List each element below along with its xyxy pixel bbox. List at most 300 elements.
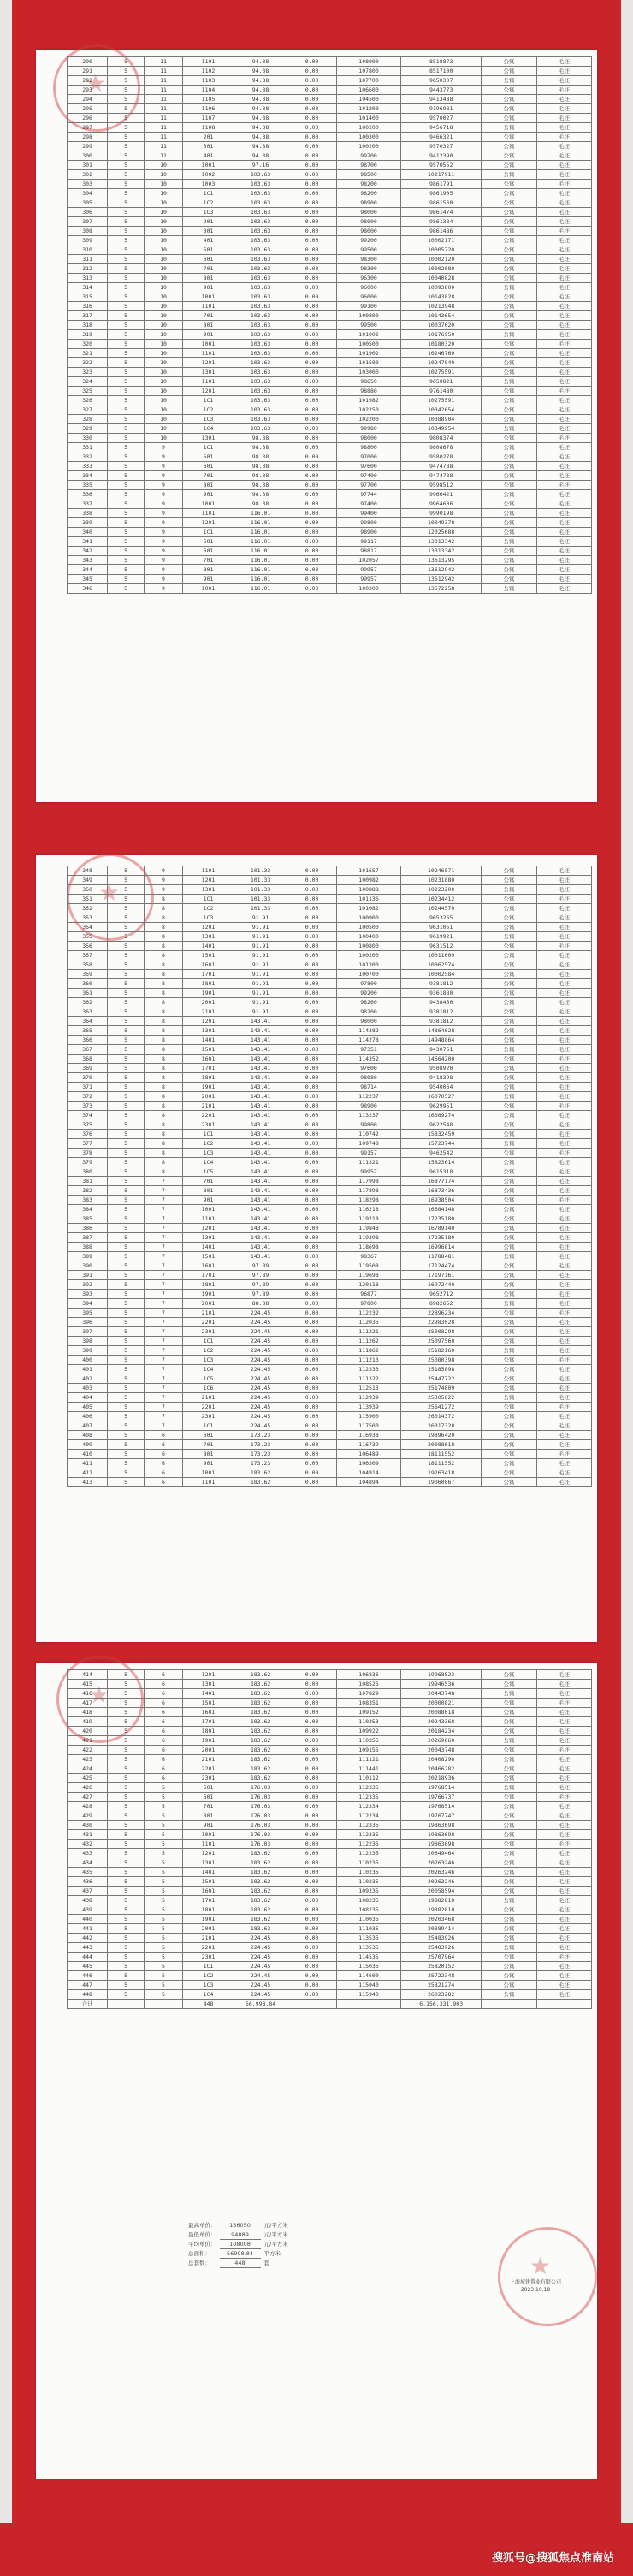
table-cell: 公寓 — [482, 528, 536, 537]
table-cell: 143.41 — [234, 1243, 287, 1252]
summary-label: 总面积： — [188, 2250, 210, 2257]
table-cell: 0.00 — [287, 1186, 337, 1196]
table-cell: 118698 — [337, 1243, 401, 1252]
table-cell: 公寓 — [482, 584, 536, 594]
table-cell: 365 — [68, 1026, 108, 1036]
table-cell: 0.00 — [287, 405, 337, 415]
table-cell: 9 — [145, 584, 183, 594]
table-cell: 9 — [145, 528, 183, 537]
table-row — [68, 283, 592, 292]
table-cell: 801 — [183, 1811, 234, 1821]
table-cell: 0.00 — [287, 170, 337, 180]
table-cell: 0.00 — [287, 255, 337, 264]
table-cell: 毛坯 — [536, 330, 591, 340]
table-cell: 5 — [108, 1840, 145, 1849]
table-cell: 9615318 — [401, 1167, 482, 1177]
table-cell: 110035 — [337, 1915, 401, 1924]
table-cell: 301 — [183, 142, 234, 151]
table-cell: 10 — [145, 387, 183, 396]
table-cell: 303 — [68, 180, 108, 189]
table-cell: 94.38 — [234, 95, 287, 104]
table-cell: 毛坯 — [536, 1309, 591, 1318]
table-cell: 176.03 — [234, 1811, 287, 1821]
table-cell: 毛坯 — [536, 283, 591, 292]
table-cell: 143.41 — [234, 1139, 287, 1149]
table-cell: 公寓 — [482, 575, 536, 584]
table-cell: 701 — [183, 1802, 234, 1811]
table-cell: 0.00 — [287, 1299, 337, 1309]
table-cell: 1003 — [183, 180, 234, 189]
table-cell: 25707964 — [401, 1953, 482, 1962]
table-cell: 25305622 — [401, 1393, 482, 1403]
table-cell: 毛坯 — [536, 1026, 591, 1036]
table-cell: 10275591 — [401, 368, 482, 377]
table-cell: 0.00 — [287, 1271, 337, 1280]
table-cell: 96877 — [337, 1290, 401, 1299]
table-cell: 380 — [68, 1167, 108, 1177]
table-cell: 19060867 — [401, 1478, 482, 1487]
table-cell: 公寓 — [482, 142, 536, 151]
table-cell: 414 — [68, 1670, 108, 1680]
table-cell: 361 — [68, 989, 108, 998]
table-cell: 5 — [108, 311, 145, 321]
table-cell: 356 — [68, 942, 108, 951]
table-cell: 26023282 — [401, 1990, 482, 2000]
table-cell: 401 — [183, 236, 234, 245]
table-cell: 10 — [145, 264, 183, 274]
table-cell: 112333 — [337, 1365, 401, 1374]
table-cell: 7 — [145, 1374, 183, 1384]
table-cell: 25483926 — [401, 1934, 482, 1943]
table-cell: 224.45 — [234, 1990, 287, 2000]
table-cell: 0.00 — [287, 1149, 337, 1158]
table-cell: 103.63 — [234, 377, 287, 387]
table-cell: 6 — [145, 1431, 183, 1440]
table-cell: 1101 — [183, 1214, 234, 1224]
table-cell: 9 — [145, 866, 183, 876]
table-cell: 8 — [145, 1111, 183, 1120]
table-cell: 毛坯 — [536, 1374, 591, 1384]
table-row — [68, 1177, 592, 1186]
table-cell: 9861560 — [401, 198, 482, 208]
table-cell: 5 — [145, 1802, 183, 1811]
table-cell: 22983028 — [401, 1318, 482, 1327]
table-cell: 101.33 — [234, 904, 287, 913]
table-cell: 公寓 — [482, 1840, 536, 1849]
table-cell: 98880 — [337, 387, 401, 396]
table-cell: 公寓 — [482, 283, 536, 292]
table-row — [68, 904, 592, 913]
table-cell: 5 — [108, 76, 145, 86]
table-cell: 5 — [108, 1774, 145, 1783]
table-cell: 0.00 — [287, 1746, 337, 1755]
table-cell: 96000 — [337, 283, 401, 292]
table-cell: 0.00 — [287, 895, 337, 904]
table-cell: 15823614 — [401, 1158, 482, 1167]
table-cell: 1201 — [183, 876, 234, 885]
table-row — [68, 1064, 592, 1073]
table-cell: 5 — [108, 1102, 145, 1111]
table-cell: 111262 — [337, 1337, 401, 1346]
table-cell: 314 — [68, 283, 108, 292]
table-cell: 5 — [108, 1299, 145, 1309]
table-cell: 319 — [68, 330, 108, 340]
table-cell: 10 — [145, 170, 183, 180]
table-cell: 5 — [108, 1111, 145, 1120]
table-cell: 418 — [68, 1708, 108, 1717]
table-cell: 9653265 — [401, 913, 482, 923]
table-row — [68, 575, 592, 584]
table-cell: 110112 — [337, 1774, 401, 1783]
table-cell: 20088618 — [401, 1440, 482, 1450]
table-cell: 16938504 — [401, 1196, 482, 1205]
table-row — [68, 970, 592, 979]
table-cell: 224.45 — [234, 1337, 287, 1346]
table-cell: 17235180 — [401, 1214, 482, 1224]
table-cell: 20389414 — [401, 1924, 482, 1934]
table-cell: 毛坯 — [536, 1793, 591, 1802]
table-cell: 公寓 — [482, 405, 536, 415]
table-cell: 1C3 — [183, 913, 234, 923]
table-cell: 96300 — [337, 274, 401, 283]
table-cell: 1601 — [183, 1261, 234, 1271]
table-cell: 10275591 — [401, 396, 482, 405]
table-row — [68, 1224, 592, 1233]
table-cell: 20263246 — [401, 1858, 482, 1868]
table-cell: 6 — [145, 1450, 183, 1459]
table-cell: 8 — [145, 1139, 183, 1149]
table-cell: 5 — [108, 1981, 145, 1990]
table-cell: 0.00 — [287, 942, 337, 951]
table-cell: 9631051 — [401, 923, 482, 932]
table-cell: 毛坯 — [536, 151, 591, 161]
table-cell: 5 — [108, 1868, 145, 1877]
table-cell: 公寓 — [482, 1858, 536, 1868]
table-cell: 公寓 — [482, 1830, 536, 1840]
table-row — [68, 86, 592, 95]
table-cell: 2101 — [183, 1393, 234, 1403]
table-cell: 毛坯 — [536, 189, 591, 198]
table-cell: 公寓 — [482, 1459, 536, 1468]
table-cell: 0.00 — [287, 217, 337, 227]
table-cell: 801 — [183, 1450, 234, 1459]
table-cell: 公寓 — [482, 1478, 536, 1487]
table-cell: 毛坯 — [536, 133, 591, 142]
table-cell: 毛坯 — [536, 1708, 591, 1717]
table-cell: 1701 — [183, 1271, 234, 1280]
table-cell: 143.41 — [234, 1130, 287, 1139]
table-cell: 8 — [145, 951, 183, 960]
table-cell: 公寓 — [482, 1384, 536, 1393]
summary-row — [185, 2240, 292, 2249]
table-row — [68, 1318, 592, 1327]
table-cell: 公寓 — [482, 1111, 536, 1120]
table-row — [68, 1670, 592, 1680]
table-cell: 10 — [145, 255, 183, 264]
table-cell: 387 — [68, 1233, 108, 1243]
table-cell: 9 — [145, 481, 183, 490]
table-cell: 毛坯 — [536, 923, 591, 932]
table-cell: 14864628 — [401, 1026, 482, 1036]
table-cell: 9964606 — [401, 499, 482, 509]
table-cell: 439 — [68, 1905, 108, 1915]
table-cell: 98650 — [337, 377, 401, 387]
table-cell: 毛坯 — [536, 1830, 591, 1840]
table-cell: 0.00 — [287, 565, 337, 575]
table-cell: 8 — [145, 1045, 183, 1055]
table-cell: 毛坯 — [536, 1840, 591, 1849]
table-cell: 1002 — [183, 170, 234, 180]
table-cell: 9196981 — [401, 104, 482, 114]
table-cell: 0.00 — [287, 1727, 337, 1736]
summary-value: 56998.84 — [220, 2249, 261, 2259]
table-cell: 公寓 — [482, 1374, 536, 1384]
table-cell: 毛坯 — [536, 960, 591, 970]
table-cell: 112513 — [337, 1384, 401, 1393]
table-row — [68, 1337, 592, 1346]
table-cell: 358 — [68, 960, 108, 970]
table-cell: 5 — [108, 462, 145, 471]
table-row — [68, 1431, 592, 1440]
table-row — [68, 1868, 592, 1877]
table-cell: 1001 — [183, 1205, 234, 1214]
table-cell: 309 — [68, 236, 108, 245]
table-cell: 毛坯 — [536, 1736, 591, 1746]
table-cell: 94.38 — [234, 86, 287, 95]
table-cell: 1401 — [183, 1868, 234, 1877]
table-cell: 103.63 — [234, 198, 287, 208]
table-cell: 0.00 — [287, 1252, 337, 1261]
table-cell: 毛坯 — [536, 123, 591, 133]
table-row — [68, 1783, 592, 1793]
table-cell: 8 — [145, 1167, 183, 1177]
table-cell: 毛坯 — [536, 1271, 591, 1280]
table-cell: 0.00 — [287, 1830, 337, 1840]
table-cell: 11 — [145, 133, 183, 142]
table-cell: 25097560 — [401, 1337, 482, 1346]
table-cell: 公寓 — [482, 434, 536, 443]
table-cell: 10011609 — [401, 951, 482, 960]
summary-row — [185, 2249, 292, 2259]
table-cell: 公寓 — [482, 1962, 536, 1971]
table-cell: 0.00 — [287, 208, 337, 217]
table-cell: 341 — [68, 537, 108, 547]
table-row — [68, 1356, 592, 1365]
table-cell: 291 — [68, 67, 108, 76]
table-cell: 0.00 — [287, 575, 337, 584]
table-row — [68, 1764, 592, 1774]
table-cell: 5 — [108, 415, 145, 424]
table-cell: 公寓 — [482, 358, 536, 368]
table-cell: 10244570 — [401, 904, 482, 913]
table-cell: 9966421 — [401, 490, 482, 499]
table-cell: 183.62 — [234, 1764, 287, 1774]
table-cell: 0.00 — [287, 283, 337, 292]
table-cell: 0.00 — [287, 349, 337, 358]
table-cell: 0.00 — [287, 1708, 337, 1717]
table-cell: 10 — [145, 330, 183, 340]
table-cell: 2201 — [183, 1111, 234, 1120]
table-cell: 9443773 — [401, 86, 482, 95]
table-cell: 5 — [108, 396, 145, 405]
table-cell: 1601 — [183, 1055, 234, 1064]
table-cell: 0.00 — [287, 1468, 337, 1478]
table-cell: 1401 — [183, 942, 234, 951]
table-cell: 97.16 — [234, 161, 287, 170]
table-cell: 143.41 — [234, 1224, 287, 1233]
table-cell: 0.00 — [287, 387, 337, 396]
table-row — [68, 452, 592, 462]
table-cell: 毛坯 — [536, 161, 591, 170]
table-row — [68, 1934, 592, 1943]
table-cell: 公寓 — [482, 951, 536, 960]
table-cell: 公寓 — [482, 1224, 536, 1233]
table-cell: 5 — [108, 979, 145, 989]
table-cell: 1601 — [183, 1708, 234, 1717]
table-cell: 1C5 — [183, 1167, 234, 1177]
table-cell: 9412390 — [401, 151, 482, 161]
table-cell: 0.00 — [287, 415, 337, 424]
table-cell: 301 — [68, 161, 108, 170]
table-cell: 143.41 — [234, 1092, 287, 1102]
table-cell: 97800 — [337, 979, 401, 989]
table-cell: 390 — [68, 1261, 108, 1271]
table-cell: 109152 — [337, 1708, 401, 1717]
table-cell: 432 — [68, 1840, 108, 1849]
table-cell: 5 — [108, 1214, 145, 1224]
table-cell: 345 — [68, 575, 108, 584]
table-cell: 100500 — [337, 340, 401, 349]
summary-value: 448 — [220, 2259, 261, 2268]
table-cell: 公寓 — [482, 292, 536, 302]
table-cell: 19863698 — [401, 1821, 482, 1830]
table-cell: 19896420 — [401, 1431, 482, 1440]
table-row — [68, 1214, 592, 1224]
table-cell: 103.63 — [234, 368, 287, 377]
table-cell: 1001 — [183, 1830, 234, 1840]
table-cell: 10246571 — [401, 866, 482, 876]
table-cell: 436 — [68, 1877, 108, 1887]
table-cell: 16873436 — [401, 1186, 482, 1196]
table-cell: 351 — [68, 895, 108, 904]
table-row — [68, 180, 592, 189]
table-cell: 119508 — [337, 1261, 401, 1271]
table-cell: 143.41 — [234, 1205, 287, 1214]
table-cell: 7 — [145, 1243, 183, 1252]
table-cell: 114352 — [337, 1055, 401, 1064]
table-cell: 毛坯 — [536, 1045, 591, 1055]
table-cell: 98.38 — [234, 452, 287, 462]
table-cell: 5 — [108, 104, 145, 114]
table-cell: 毛坯 — [536, 1689, 591, 1699]
table-cell: 20408298 — [401, 1755, 482, 1764]
table-cell: 103.63 — [234, 358, 287, 368]
table-cell: 101082 — [337, 904, 401, 913]
table-cell: 0.00 — [287, 1755, 337, 1764]
table-cell: 98.38 — [234, 471, 287, 481]
table-cell: 公寓 — [482, 1007, 536, 1017]
table-cell: 801 — [183, 321, 234, 330]
table-row — [68, 1346, 592, 1356]
table-cell: 16996814 — [401, 1243, 482, 1252]
table-cell: 352 — [68, 904, 108, 913]
table-cell: 298 — [68, 133, 108, 142]
table-cell: 2201 — [183, 1764, 234, 1774]
table-cell: 11 — [145, 67, 183, 76]
table-cell: 368 — [68, 1055, 108, 1064]
table-row — [68, 923, 592, 932]
table-cell: 143.41 — [234, 1120, 287, 1130]
table-cell: 9 — [145, 443, 183, 452]
table-cell: 1901 — [183, 989, 234, 998]
table-cell: 1001 — [183, 1468, 234, 1478]
table-cell: 99200 — [337, 989, 401, 998]
table-cell: 118298 — [337, 1196, 401, 1205]
table-cell: 5 — [145, 1877, 183, 1887]
table-cell: 1C2 — [183, 904, 234, 913]
table-row — [68, 547, 592, 556]
table-row — [68, 1120, 592, 1130]
table-cell: 373 — [68, 1102, 108, 1111]
table-cell: 5 — [108, 452, 145, 462]
table-cell: 0.00 — [287, 1793, 337, 1802]
table-cell: 5 — [108, 970, 145, 979]
table-cell: 110253 — [337, 1717, 401, 1727]
table-cell: 1201 — [183, 358, 234, 368]
table-cell: 367 — [68, 1045, 108, 1055]
table-cell: 116.01 — [234, 556, 287, 565]
table-cell: 143.41 — [234, 1083, 287, 1092]
table-cell: 10217911 — [401, 170, 482, 180]
table-cell: 0.00 — [287, 1026, 337, 1036]
table-cell: 101.33 — [234, 876, 287, 885]
table-cell: 7 — [145, 1356, 183, 1365]
summary-value: 108008 — [220, 2240, 261, 2249]
table-cell: 116.01 — [234, 565, 287, 575]
table-cell: 毛坯 — [536, 1205, 591, 1214]
table-cell: 99200 — [337, 236, 401, 245]
table-cell: 440 — [68, 1915, 108, 1924]
table-row — [68, 1689, 592, 1699]
table-cell: 99957 — [337, 575, 401, 584]
table-cell: 101400 — [337, 114, 401, 123]
table-cell: 9990198 — [401, 509, 482, 518]
table-cell: 112335 — [337, 1830, 401, 1840]
table-cell: 毛坯 — [536, 1196, 591, 1205]
table-cell: 公寓 — [482, 1802, 536, 1811]
table-cell: 101002 — [337, 330, 401, 340]
table-cell: 公寓 — [482, 255, 536, 264]
table-cell: 0.00 — [287, 396, 337, 405]
table-cell: 公寓 — [482, 1337, 536, 1346]
table-cell: 5 — [108, 989, 145, 998]
table-cell: 5 — [108, 424, 145, 434]
table-cell: 0.00 — [287, 1055, 337, 1064]
table-cell: 10176950 — [401, 330, 482, 340]
table-cell: 2001 — [183, 998, 234, 1007]
table-cell: 20243368 — [401, 1717, 482, 1727]
table-cell: 6 — [145, 1478, 183, 1487]
table-cell: 8 — [145, 1026, 183, 1036]
table-cell: 公寓 — [482, 1214, 536, 1224]
table-cell: 0.00 — [287, 528, 337, 537]
table-cell: 毛坯 — [536, 499, 591, 509]
table-cell: 103.63 — [234, 405, 287, 415]
table-row — [68, 1186, 592, 1196]
table-cell: 701 — [183, 1177, 234, 1186]
table-cell: 143.41 — [234, 1158, 287, 1167]
table-cell: 8 — [145, 932, 183, 942]
